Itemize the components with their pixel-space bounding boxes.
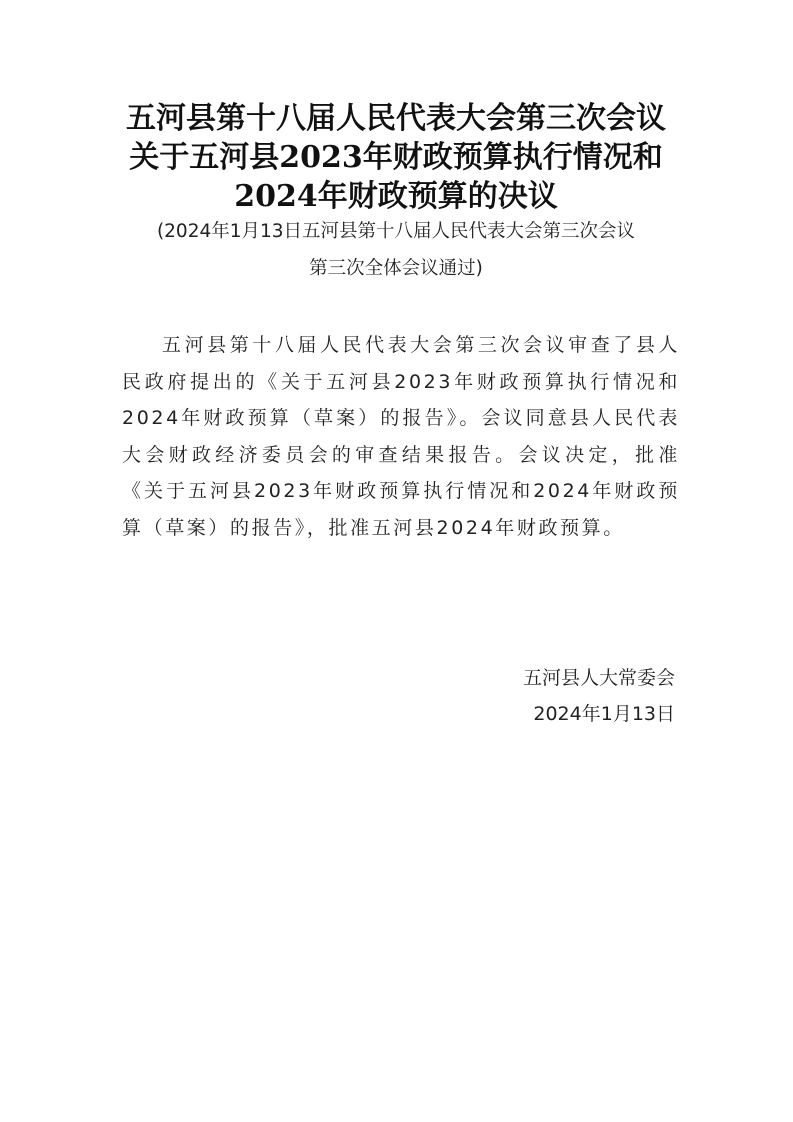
signature-date: 2024年1月13日 xyxy=(533,703,675,725)
subtitle-line-1: (2024年1月13日五河县第十八届人民代表大会第三次会议 xyxy=(156,221,636,242)
document-title-line-2: 关于五河县2023年财政预算执行情况和 xyxy=(129,140,663,175)
resolution-body: 五河县第十八届人民代表大会第三次会议审查了县人民政府提出的《关于五河县2023年财政预算执行情况和2024年财政预算（草案）的报告》。会议同意县人民代表大会财政经济委员会的审查结果报告。会议决定，批准《关于五河县2023年财政预算执行情况和2024年财政预算（草案）的报告》，批准五河县2024年财政预算。 xyxy=(122,334,680,539)
subtitle-line-2: 第三次全体会议通过) xyxy=(309,258,483,279)
signature-organization: 五河县人大常委会 xyxy=(522,667,675,689)
document-title-line-3: 2024年财政预算的决议 xyxy=(234,179,558,214)
document-title-line-1: 五河县第十八届人民代表大会第三次会议 xyxy=(126,101,666,136)
